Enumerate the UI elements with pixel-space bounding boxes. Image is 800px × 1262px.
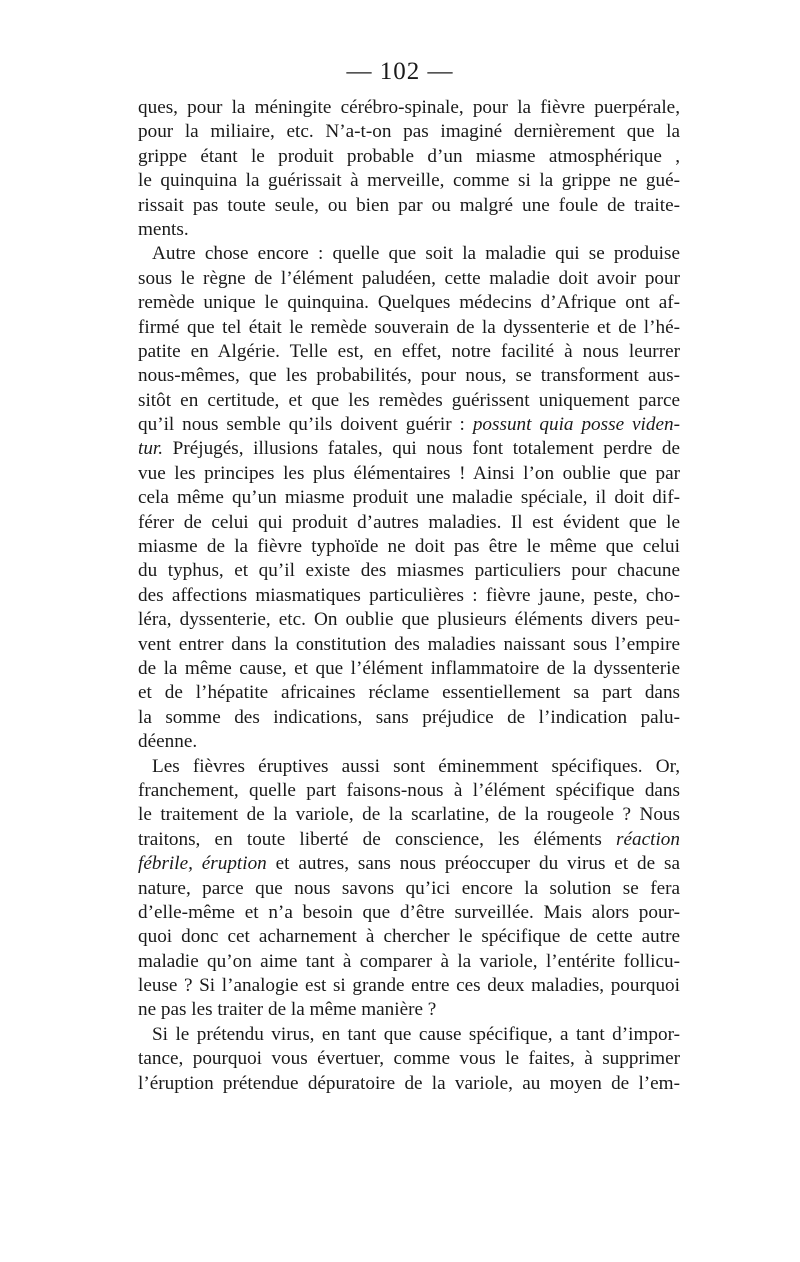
text-line: [138, 242, 680, 266]
text-segment: léra, dyssenterie, etc. On oublie que plusieurs éléments divers peu-: [138, 609, 680, 631]
text-segment: Autre chose encore : quelle que soit la maladie qui se produise: [152, 243, 680, 265]
text-line: [138, 925, 680, 949]
text-line: [138, 1023, 680, 1047]
text-segment: férer de celui qui produit d’autres maladies. Il est évident que le: [138, 511, 680, 533]
text-segment: des affections miasmatiques particulières : fièvre jaune, peste, cho-: [138, 584, 680, 606]
text-segment: quoi donc cet acharnement à chercher le spécifique de cette autre: [138, 926, 680, 948]
text-segment: sitôt en certitude, et que les remèdes guérissent uniquement parce: [138, 389, 680, 411]
text-line: [138, 706, 680, 730]
text-line: [138, 877, 680, 901]
text-segment: maladie qu’on aime tant à comparer à la variole, l’entérite follicu-: [138, 950, 680, 972]
text-segment: le quinquina la guérissait à merveille, comme si la grippe ne gué-: [138, 170, 680, 192]
text-segment: la somme des indications, sans préjudice de l’indication palu-: [138, 706, 680, 728]
text-line: [138, 1072, 680, 1096]
text-line: [138, 681, 680, 705]
text-segment: de la même cause, et que l’élément inflammatoire de la dyssenterie: [138, 657, 680, 679]
text-segment: nature, parce que nous savons qu’ici encore la solution se fera: [138, 877, 680, 899]
text-segment: Préjugés, illusions fatales, qui nous font totalement perdre de: [163, 438, 680, 460]
text-line: [138, 901, 680, 925]
text-segment: l’éruption prétendue dépuratoire de la variole, au moyen de l’em-: [138, 1072, 680, 1094]
text-line: [138, 998, 680, 1022]
text-segment: d’elle-même et n’a besoin que d’être surveillée. Mais alors pour-: [138, 901, 680, 923]
text-segment: tance, pourquoi vous évertuer, comme vous le faites, à supprimer: [138, 1048, 680, 1070]
text-segment: vue les principes les plus élémentaires ! Ainsi l’on oublie que par: [138, 462, 680, 484]
text-segment: miasme de la fièvre typhoïde ne doit pas être le même que celui: [138, 536, 680, 558]
italic-text: possunt quia posse viden-: [472, 414, 680, 436]
text-segment: le traitement de la variole, de la scarlatine, de la rougeole ? Nous: [138, 804, 680, 826]
text-line: [138, 974, 680, 998]
text-line: [138, 145, 680, 169]
text-line: [138, 852, 680, 876]
text-segment: rissait pas toute seule, ou bien par ou malgré une foule de traite-: [138, 194, 680, 216]
text-line: [138, 437, 680, 461]
text-line: [138, 828, 680, 852]
text-line: [138, 96, 680, 120]
text-line: [138, 413, 680, 437]
text-segment: Si le prétendu virus, en tant que cause spécifique, a tant d’impor-: [152, 1023, 680, 1045]
text-segment: déenne.: [138, 731, 198, 753]
text-line: [138, 486, 680, 510]
text-line: [138, 389, 680, 413]
text-line: [138, 218, 680, 242]
text-line: [138, 584, 680, 608]
text-line: [138, 779, 680, 803]
text-segment: ques, pour la méningite cérébro-spinale, pour la fièvre puerpérale,: [138, 97, 680, 118]
text-line: [138, 950, 680, 974]
text-line: [138, 755, 680, 779]
text-line: [138, 803, 680, 827]
text-segment: nous-mêmes, que les probabilités, pour nous, se transforment aus-: [138, 365, 680, 387]
text-line: [138, 1047, 680, 1071]
text-line: [138, 608, 680, 632]
text-segment: traitons, en toute liberté de conscience, les éléments: [138, 828, 617, 850]
text-segment: du typhus, et qu’il existe des miasmes particuliers pour chacune: [138, 560, 680, 582]
italic-text: réaction: [616, 828, 680, 850]
text-segment: ments.: [138, 218, 189, 240]
text-segment: et de l’hépatite africaines réclame essentiellement sa part dans: [138, 682, 680, 704]
text-segment: pour la miliaire, etc. N’a-t-on pas imaginé dernièrement que la: [138, 121, 680, 143]
text-segment: ne pas les traiter de la même manière ?: [138, 999, 437, 1021]
text-line: [138, 169, 680, 193]
text-line: [138, 535, 680, 559]
page-number: — 102 —: [346, 58, 454, 85]
text-segment: Les fièvres éruptives aussi sont éminemment spécifiques. Or,: [152, 755, 680, 777]
text-segment: grippe étant le produit probable d’un miasme atmosphérique ,: [138, 145, 680, 167]
text-segment: remède unique le quinquina. Quelques médecins d’Afrique ont af-: [138, 292, 680, 314]
text-line: [138, 267, 680, 291]
text-line: [138, 340, 680, 364]
text-line: [138, 657, 680, 681]
italic-text: tur.: [138, 438, 164, 460]
text-line: [138, 633, 680, 657]
text-segment: qu’il nous semble qu’ils doivent guérir :: [138, 414, 473, 436]
text-line: [138, 120, 680, 144]
text-line: [138, 511, 680, 535]
text-segment: patite en Algérie. Telle est, en effet, notre facilité à nous leurrer: [138, 340, 680, 362]
text-segment: vent entrer dans la constitution des maladies naissant sous l’empire: [138, 633, 680, 655]
italic-text: fébrile, éruption: [138, 853, 267, 875]
body-text: [138, 96, 680, 1096]
text-line: [138, 462, 680, 486]
text-line: [138, 559, 680, 583]
text-segment: firmé que tel était le remède souverain de la dyssenterie et de l’hé-: [138, 316, 680, 338]
text-segment: sous le règne de l’élément paludéen, cette maladie doit avoir pour: [138, 267, 680, 289]
text-line: [138, 194, 680, 218]
text-line: [138, 316, 680, 340]
text-segment: et autres, sans nous préoccuper du virus et de sa: [266, 853, 680, 875]
text-segment: cela même qu’un miasme produit une maladie spéciale, il doit dif-: [138, 487, 680, 509]
text-segment: leuse ? Si l’analogie est si grande entre ces deux maladies, pourquoi: [138, 975, 680, 997]
text-segment: franchement, quelle part faisons-nous à l’élément spécifique dans: [138, 779, 680, 801]
text-line: [138, 730, 680, 754]
text-line: [138, 364, 680, 388]
text-line: [138, 291, 680, 315]
